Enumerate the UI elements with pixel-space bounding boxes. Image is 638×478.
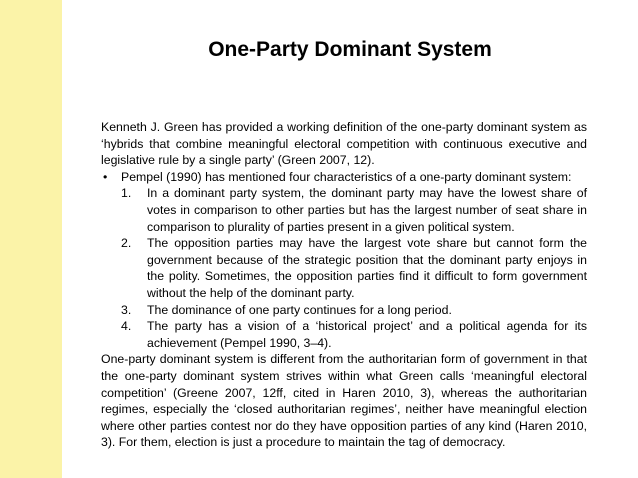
- list-item: [101, 185, 587, 235]
- list-item-number: 4.: [121, 319, 132, 334]
- list-item-text: The dominance of one party continues for a long period.: [147, 302, 452, 317]
- characteristics-list: [101, 185, 587, 351]
- conclusion-paragraph: One-party dominant system is different from the authoritarian form of government in that the one-party dominant system strives within what Green calls ‘meaningful electoral competition’ (Greene 2007, 12ff, cited in Haren 2010, 3), whereas the authoritarian regimes, especially the ‘closed authoritarian regimes’, neither have meaningful election where other parties contest nor do they have opposition parties of any kind (Haren 2010, 3). For them, election is just a procedure to maintain the tag of democracy.: [101, 352, 587, 450]
- intro-paragraph: Kenneth J. Green has provided a working definition of the one-party dominant system as ‘hybrids that combine meaningful electoral competition with continuous executive and legislative rule by a single party’ (Green 2007, 12).: [101, 120, 587, 168]
- list-item-number: 2.: [121, 236, 132, 251]
- list-item: [101, 235, 587, 301]
- bullet-text: Pempel (1990) has mentioned four characteristics of a one-party dominant system:: [121, 169, 572, 184]
- slide-title: One-Party Dominant System: [208, 38, 492, 61]
- bullet-icon: •: [103, 169, 108, 184]
- side-accent-bar: [0, 0, 62, 478]
- list-item-text: The party has a vision of a ‘historical project’ and a political agenda for its achievement (Pempel 1990, 3–4).: [147, 319, 587, 350]
- list-item-number: 3.: [121, 302, 132, 317]
- list-item: [101, 318, 587, 351]
- list-item-number: 1.: [121, 186, 132, 201]
- slide-body: [101, 119, 587, 451]
- list-item: [101, 302, 587, 319]
- list-item-text: The opposition parties may have the largest vote share but cannot form the government because of the strategic position that the dominant party enjoys in the polity. Sometimes, the opposition parties find it difficult to form government without the help of the dominant party.: [147, 236, 587, 300]
- list-item-text: In a dominant party system, the dominant party may have the lowest share of votes in comparison to other parties but has the largest number of seat share in comparison to plurality of parties present in a given political system.: [147, 186, 587, 234]
- bullet-point: [101, 169, 587, 186]
